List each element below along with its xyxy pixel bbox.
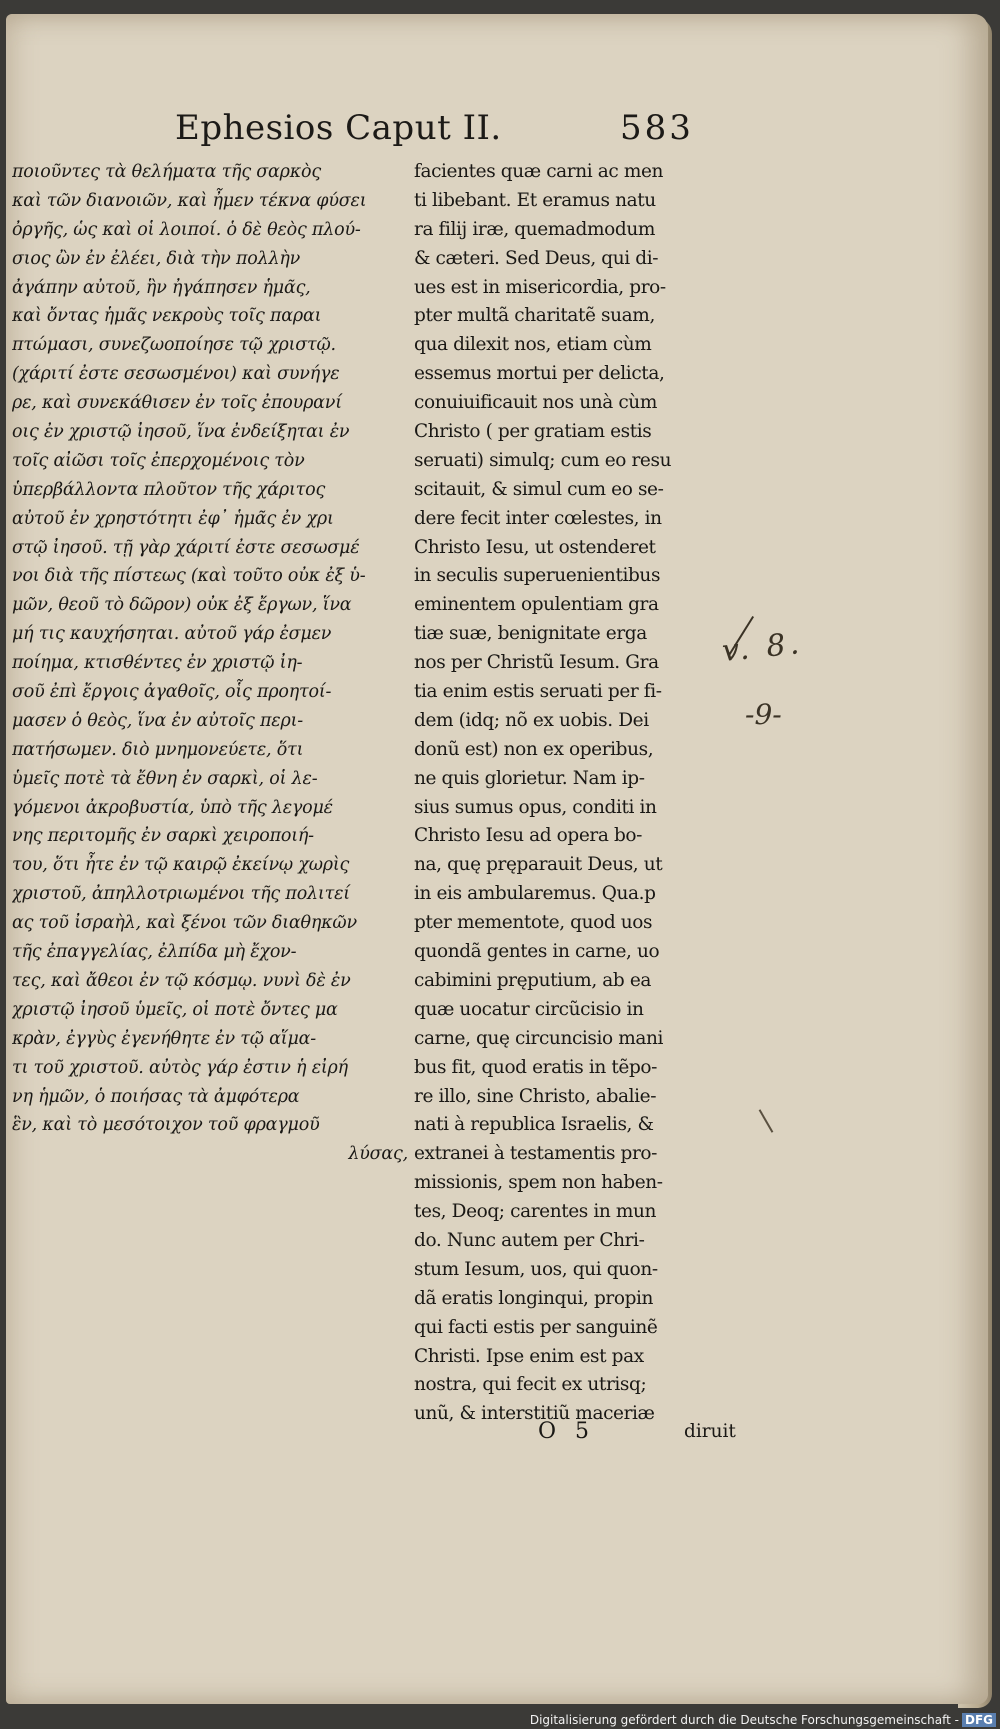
handwritten-verse-note: v. 8.	[720, 625, 805, 670]
latin-text-line: tes, Deoq; carentes in mun	[414, 1201, 657, 1223]
greek-text-line: ὑμεῖς ποτὲ τὰ ἔθνη ἐν σαρκὶ, οἱ λε-	[12, 768, 318, 789]
latin-text-line: seruati) simulq; cum eo resu	[414, 449, 672, 471]
latin-text-line: Christo Iesu, ut ostenderet	[414, 536, 656, 558]
latin-text-line: dere fecit inter cœlestes, in	[414, 507, 662, 529]
latin-text-line: pter multã charitatẽ suam,	[414, 305, 655, 327]
latin-text-line: quæ uocatur circũcisio in	[414, 998, 644, 1020]
latin-text-line: ne quis glorietur. Nam ip-	[414, 767, 645, 789]
latin-text-line: Christo Iesu ad opera bo-	[414, 825, 642, 847]
latin-text-line: conuiuificauit nos unà cùm	[414, 392, 657, 414]
greek-text-line: ας τοῦ ἰσραὴλ, καὶ ξένοι τῶν διαθηκῶν	[12, 913, 357, 934]
latin-text-line: dem (idq; nõ ex uobis. Dei	[414, 709, 649, 731]
latin-text-line: nati à republica Israelis, &	[414, 1114, 654, 1136]
greek-text-line: ἓν, καὶ τὸ μεσότοιχον τοῦ φραγμοῦ	[12, 1115, 320, 1136]
latin-text-line: facientes quæ carni ac men	[414, 161, 664, 182]
greek-text-column	[12, 158, 414, 1169]
latin-text-line: na, quę pręparauit Deus, ut	[414, 854, 663, 876]
greek-text-line: ὑπερβάλλοντα πλοῦτον τῆς χάριτος	[12, 479, 326, 500]
latin-text-line: in seculis superuenientibus	[414, 565, 661, 587]
page-header	[175, 108, 715, 158]
greek-text-line: σοῦ ἐπὶ ἔργοις ἀγαθοῖς, οἷς προητοί-	[12, 682, 332, 703]
greek-text-line: ὀργῆς, ὡς καὶ οἱ λοιποί. ὁ δὲ θεὸς πλού-	[12, 219, 361, 240]
latin-text-line: cabimini pręputium, ab ea	[414, 969, 652, 991]
latin-text-line: bus fit, quod eratis in tẽpo-	[414, 1056, 657, 1078]
greek-text-line: τι τοῦ χριστοῦ. αὐτὸς γάρ ἐστιν ἡ εἰρή	[12, 1057, 348, 1078]
latin-text-line: quondã gentes in carne, uo	[414, 941, 660, 963]
latin-text-line: carne, quę circuncisio mani	[414, 1027, 664, 1049]
latin-text-line: tia enim estis seruati per fi-	[414, 681, 662, 703]
latin-text-line: nos per Christũ Iesum. Gra	[414, 652, 659, 674]
greek-text-line: καὶ τῶν διανοιῶν, καὶ ἦμεν τέκνα φύσει	[12, 190, 367, 211]
greek-text-line: γόμενοι ἀκροβυστία, ὑπὸ τῆς λεγομέ	[12, 797, 333, 818]
greek-text-line: χριστῷ ἰησοῦ ὑμεῖς, οἱ ποτὲ ὄντες μα	[12, 999, 338, 1020]
latin-text-line: in eis ambularemus. Qua.p	[414, 883, 656, 905]
greek-text-line: μῶν, θεοῦ τὸ δῶρον) οὐκ ἐξ ἔργων, ἵνα	[12, 595, 352, 616]
greek-catchword: λύσας,	[348, 1144, 408, 1165]
greek-text-line: στῷ ἰησοῦ. τῇ γὰρ χάριτί ἐστε σεσωσμέ	[12, 537, 360, 558]
greek-text-line: ἀγάπην αὐτοῦ, ἣν ἠγάπησεν ἡμᾶς,	[12, 277, 311, 298]
greek-text-line: μή τις καυχήσηται. αὐτοῦ γάρ ἐσμεν	[12, 624, 332, 645]
latin-text-line: essemus mortui per delicta,	[414, 363, 665, 385]
handwritten-verse-note-2: -9-	[745, 698, 782, 731]
latin-text-line: & cæteri. Sed Deus, qui di-	[414, 247, 659, 269]
latin-text-line: eminentem opulentiam gra	[414, 594, 659, 616]
latin-text-line: ti libebant. Et eramus natu	[414, 189, 656, 211]
latin-text-line: ues est in misericordia, pro-	[414, 276, 666, 298]
signature-mark: O 5	[538, 1419, 596, 1444]
greek-text-line: τες, καὶ ἄθεοι ἐν τῷ κόσμῳ. νυνὶ δὲ ἐν	[12, 970, 351, 991]
latin-text-line: nostra, qui fecit ex utrisq;	[414, 1374, 647, 1396]
latin-text-column	[414, 158, 714, 1429]
greek-text-line: νη ἡμῶν, ὁ ποιήσας τὰ ἀμφότερα	[12, 1086, 300, 1107]
greek-text-line: πτώμασι, συνεζωοποίησε τῷ χριστῷ.	[12, 335, 336, 356]
greek-text-line: κρὰν, ἐγγὺς ἐγενήθητε ἐν τῷ αἵμα-	[12, 1028, 316, 1049]
latin-text-line: ra filij iræ, quemadmodum	[414, 218, 655, 240]
greek-text-line: αὐτοῦ ἐν χρηστότητι ἐφ᾽ ἡμᾶς ἐν χρι	[12, 508, 334, 529]
latin-text-line: sius sumus opus, conditi in	[414, 796, 657, 818]
dfg-logo: DFG	[962, 1713, 996, 1727]
latin-text-line: donũ est) non ex operibus,	[414, 738, 654, 760]
greek-text-line: ποίημα, κτισθέντες ἐν χριστῷ ἰη-	[12, 653, 303, 674]
greek-text-line: χριστοῦ, ἀπηλλοτριωμένοι τῆς πολιτεί	[12, 884, 350, 905]
latin-text-line: re illo, sine Christo, abalie-	[414, 1085, 657, 1107]
latin-text-line: qui facti estis per sanguinẽ	[414, 1316, 658, 1338]
latin-text-line: missionis, spem non haben-	[414, 1172, 663, 1194]
greek-text-line: τῆς ἐπαγγελίας, ἐλπίδα μὴ ἔχον-	[12, 942, 297, 963]
greek-text-line: νοι διὰ τῆς πίστεως (καὶ τοῦτο οὐκ ἐξ ὑ-	[12, 566, 366, 587]
greek-text-line: μασεν ὁ θεὸς, ἵνα ἐν αὐτοῖς περι-	[12, 710, 303, 731]
digitization-credit	[530, 1713, 996, 1727]
greek-text-line: οις ἐν χριστῷ ἰησοῦ, ἵνα ἐνδείξηται ἐν	[12, 422, 350, 443]
credit-text: Digitalisierung gefördert durch die Deutsche Forschungsgemeinschaft -	[529, 1713, 959, 1727]
latin-text-line: Christi. Ipse enim est pax	[414, 1345, 644, 1367]
page-number: 583	[620, 108, 694, 148]
latin-text-line: scitauit, & simul cum eo se-	[414, 478, 664, 500]
running-title: Ephesios Caput II.	[175, 108, 502, 148]
greek-text-line: καὶ ὄντας ἡμᾶς νεκροὺς τοῖς παραι	[12, 306, 322, 327]
catchword: diruit	[684, 1421, 736, 1442]
latin-text-line: qua dilexit nos, etiam cùm	[414, 334, 652, 356]
greek-text-line: του, ὅτι ἦτε ἐν τῷ καιρῷ ἐκείνῳ χωρὶς	[12, 855, 350, 876]
greek-text-line: τοῖς αἰῶσι τοῖς ἐπερχομένοις τὸν	[12, 450, 305, 471]
greek-text-line: ρε, καὶ συνεκάθισεν ἐν τοῖς ἐπουρανί	[12, 393, 342, 414]
greek-text-line: νης περιτομῆς ἐν σαρκὶ χειροποιή-	[12, 826, 314, 847]
greek-text-line: πατήσωμεν. διὸ μνημονεύετε, ὅτι	[12, 739, 304, 760]
latin-text-line: do. Nunc autem per Chri-	[414, 1229, 645, 1251]
latin-text-line: tiæ suæ, benignitate erga	[414, 623, 647, 645]
latin-text-line: Christo ( per gratiam estis	[414, 421, 652, 443]
greek-text-line: (χάριτί ἐστε σεσωσμένοι) καὶ συνήγε	[12, 364, 340, 385]
latin-text-line: unũ, & interstitiũ maceriæ	[414, 1403, 655, 1425]
latin-text-line: stum Iesum, uos, qui quon-	[414, 1258, 658, 1280]
greek-text-line: ποιοῦντες τὰ θελήματα τῆς σαρκὸς	[12, 162, 321, 182]
latin-text-line: extranei à testamentis pro-	[414, 1143, 658, 1165]
latin-text-line: dã eratis longinqui, propin	[414, 1287, 654, 1309]
latin-text-line: pter mementote, quod uos	[414, 912, 653, 934]
signature-line	[414, 1419, 736, 1451]
greek-text-line: σιος ὢν ἐν ἐλέει, διὰ τὴν πολλὴν	[12, 248, 301, 269]
